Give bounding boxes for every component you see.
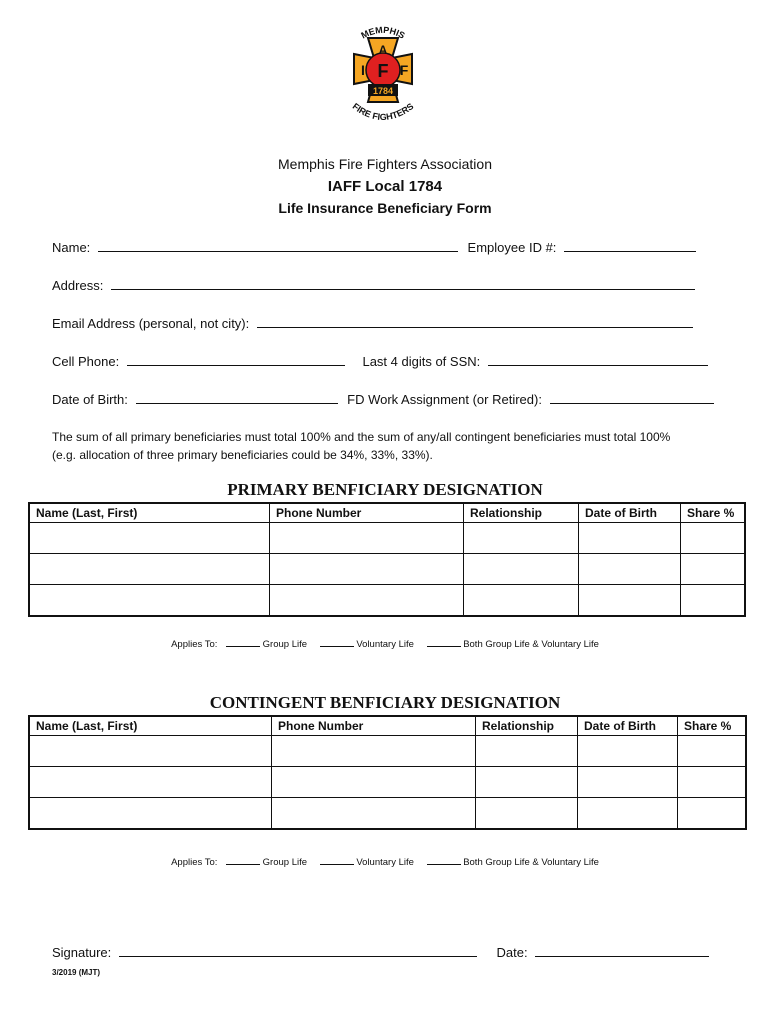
signature-label: Signature:: [52, 945, 112, 960]
org-name: Memphis Fire Fighters Association: [278, 156, 492, 172]
logo-letter-a: A: [378, 43, 388, 57]
primary-applies-to: [0, 637, 770, 650]
group-life-label: Group Life: [262, 857, 308, 868]
cell-input[interactable]: [29, 798, 272, 830]
applies-to-label: Applies To:: [171, 857, 218, 868]
ssn-field[interactable]: [488, 353, 708, 366]
table-row: [29, 554, 745, 585]
cell-input[interactable]: [464, 554, 579, 585]
col-share: Share %: [681, 503, 746, 523]
note-line-2: (e.g. allocation of three primary beneficiaries could be 34%, 33%, 33%).: [52, 448, 433, 462]
dob-assignment-row: [52, 391, 714, 407]
col-name: Name (Last, First): [29, 716, 272, 736]
table-row: [29, 798, 746, 830]
contingent-title: CONTINGENT BENFICIARY DESIGNATION: [209, 693, 561, 712]
cell-input[interactable]: [272, 736, 476, 767]
col-phone: Phone Number: [272, 716, 476, 736]
primary-title: PRIMARY BENFICIARY DESIGNATION: [227, 480, 543, 499]
both-blank[interactable]: [427, 855, 461, 865]
cell-phone-label: Cell Phone:: [52, 354, 120, 369]
email-row: [52, 315, 693, 331]
cell-input[interactable]: [579, 585, 681, 617]
employee-id-label: Employee ID #:: [467, 240, 557, 255]
col-relationship: Relationship: [464, 503, 579, 523]
table-row: [29, 767, 746, 798]
group-life-label: Group Life: [262, 639, 308, 650]
assignment-field[interactable]: [550, 391, 714, 404]
email-label: Email Address (personal, not city):: [52, 316, 250, 331]
both-blank[interactable]: [427, 637, 461, 647]
local-title: IAFF Local 1784: [327, 178, 443, 195]
revision-note: 3/2019 (MJT): [52, 968, 101, 977]
voluntary-life-label: Voluntary Life: [356, 639, 414, 650]
cell-input[interactable]: [579, 523, 681, 554]
logo-letter-i: I: [361, 62, 365, 78]
iaff-logo: [338, 24, 428, 134]
signature-row: [52, 944, 709, 960]
note-line-1: The sum of all primary beneficiaries must total 100% and the sum of any/all contingent beneficiaries must total 100%: [52, 430, 671, 444]
cell-input[interactable]: [270, 523, 464, 554]
cell-input[interactable]: [29, 554, 270, 585]
cell-input[interactable]: [578, 798, 678, 830]
col-dob: Date of Birth: [579, 503, 681, 523]
cell-input[interactable]: [678, 767, 747, 798]
logo-top-text: MEMPHIS: [359, 24, 407, 41]
logo-letter-f-center: F: [377, 61, 389, 81]
primary-table: [28, 502, 746, 617]
signature-field[interactable]: [119, 944, 477, 957]
cell-input[interactable]: [578, 736, 678, 767]
cell-input[interactable]: [29, 736, 272, 767]
cell-input[interactable]: [681, 523, 746, 554]
allocation-note: [52, 428, 732, 464]
address-row: [52, 277, 695, 293]
cell-input[interactable]: [578, 767, 678, 798]
name-row: [52, 239, 696, 255]
contingent-applies-to: [0, 855, 770, 868]
cell-input[interactable]: [681, 585, 746, 617]
cell-input[interactable]: [272, 767, 476, 798]
address-label: Address:: [52, 278, 104, 293]
cell-input[interactable]: [270, 585, 464, 617]
both-label: Both Group Life & Voluntary Life: [463, 857, 599, 868]
primary-header-row: [29, 503, 745, 523]
contingent-header-row: [29, 716, 746, 736]
dob-field[interactable]: [136, 391, 338, 404]
cell-input[interactable]: [681, 554, 746, 585]
group-life-blank[interactable]: [226, 637, 260, 647]
dob-label: Date of Birth:: [52, 392, 128, 407]
col-relationship: Relationship: [476, 716, 578, 736]
date-label: Date:: [496, 945, 528, 960]
ssn-label: Last 4 digits of SSN:: [362, 354, 481, 369]
cell-input[interactable]: [29, 585, 270, 617]
contingent-table: [28, 715, 747, 830]
form-title: Life Insurance Beneficiary Form: [278, 200, 492, 216]
name-field[interactable]: [98, 239, 458, 252]
employee-id-field[interactable]: [564, 239, 696, 252]
logo-letter-f-right: F: [399, 62, 409, 78]
cell-input[interactable]: [476, 736, 578, 767]
cell-input[interactable]: [464, 585, 579, 617]
col-name: Name (Last, First): [29, 503, 270, 523]
table-row: [29, 523, 745, 554]
name-label: Name:: [52, 240, 91, 255]
voluntary-life-label: Voluntary Life: [356, 857, 414, 868]
cell-input[interactable]: [678, 798, 747, 830]
voluntary-life-blank[interactable]: [320, 855, 354, 865]
cell-phone-field[interactable]: [127, 353, 345, 366]
voluntary-life-blank[interactable]: [320, 637, 354, 647]
phone-ssn-row: [52, 353, 708, 369]
logo-number: 1784: [372, 86, 394, 96]
col-dob: Date of Birth: [578, 716, 678, 736]
group-life-blank[interactable]: [226, 855, 260, 865]
cell-input[interactable]: [476, 798, 578, 830]
both-label: Both Group Life & Voluntary Life: [463, 639, 599, 650]
svg-text:FIRE FIGHTERS: [351, 101, 416, 122]
col-phone: Phone Number: [270, 503, 464, 523]
col-share: Share %: [678, 716, 747, 736]
date-field[interactable]: [535, 944, 709, 957]
table-row: [29, 585, 745, 617]
cell-input[interactable]: [579, 554, 681, 585]
cell-input[interactable]: [29, 523, 270, 554]
applies-to-label: Applies To:: [171, 639, 218, 650]
maltese-cross-icon: [338, 24, 428, 134]
cell-input[interactable]: [270, 554, 464, 585]
cell-input[interactable]: [476, 767, 578, 798]
assignment-label: FD Work Assignment (or Retired):: [347, 392, 542, 407]
email-field[interactable]: [257, 315, 693, 328]
cell-input[interactable]: [678, 736, 747, 767]
cell-input[interactable]: [29, 767, 272, 798]
address-field[interactable]: [111, 277, 695, 290]
cell-input[interactable]: [272, 798, 476, 830]
logo-bottom-text: FIRE FIGHTERS: [350, 101, 416, 123]
table-row: [29, 736, 746, 767]
cell-input[interactable]: [464, 523, 579, 554]
